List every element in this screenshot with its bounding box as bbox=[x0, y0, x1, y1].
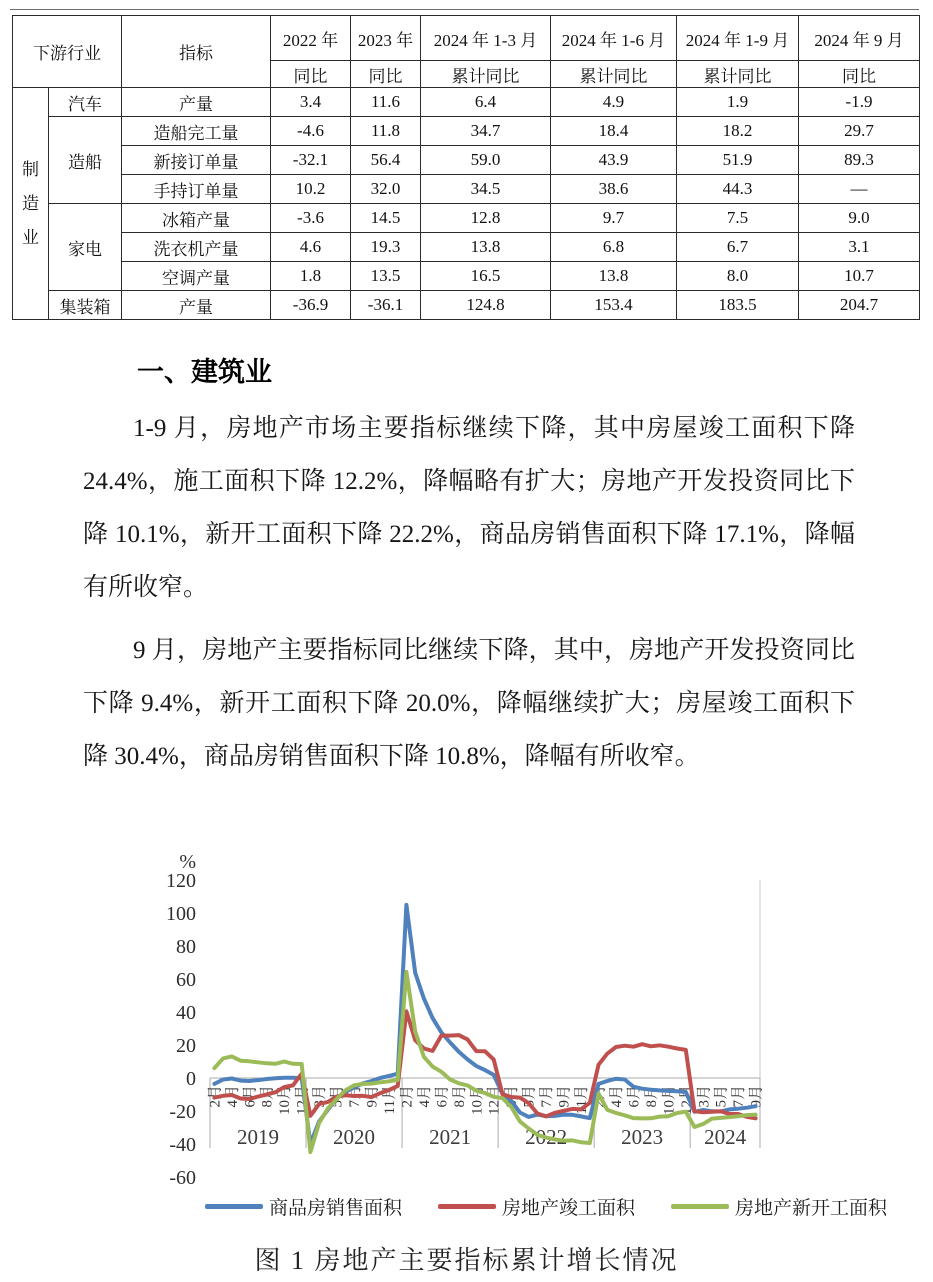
svg-text:80: 80 bbox=[176, 936, 196, 958]
svg-text:2022: 2022 bbox=[525, 1125, 568, 1149]
value-cell: 32.0 bbox=[351, 175, 421, 204]
legend-item-sales bbox=[205, 1193, 402, 1220]
legend-label: 房地产竣工面积 bbox=[502, 1197, 636, 1219]
table-row bbox=[13, 262, 920, 291]
series-房地产新开工面积 bbox=[214, 972, 755, 1152]
value-cell: 13.5 bbox=[351, 262, 421, 291]
line-chart bbox=[0, 848, 933, 1248]
svg-text:9月: 9月 bbox=[364, 1085, 381, 1108]
svg-text:%: % bbox=[179, 851, 196, 873]
svg-text:5月: 5月 bbox=[713, 1085, 730, 1108]
svg-text:-40: -40 bbox=[169, 1134, 196, 1156]
svg-text:-20: -20 bbox=[169, 1101, 196, 1123]
svg-text:4月: 4月 bbox=[608, 1085, 625, 1108]
legend-label: 商品房销售面积 bbox=[269, 1197, 403, 1219]
svg-text:11月: 11月 bbox=[381, 1085, 398, 1115]
svg-text:2月: 2月 bbox=[207, 1085, 224, 1108]
chart-canvas bbox=[0, 848, 933, 1248]
indicator-cell: 手持订单量 bbox=[122, 175, 271, 204]
value-cell: 6.8 bbox=[551, 233, 677, 262]
value-cell: 6.7 bbox=[677, 233, 799, 262]
svg-text:10月: 10月 bbox=[469, 1085, 486, 1116]
svg-text:120: 120 bbox=[166, 870, 196, 892]
value-cell: -4.6 bbox=[271, 117, 351, 146]
svg-text:12月: 12月 bbox=[678, 1085, 695, 1116]
svg-text:4月: 4月 bbox=[416, 1085, 433, 1108]
svg-text:5月: 5月 bbox=[521, 1085, 538, 1108]
value-cell: 18.4 bbox=[551, 117, 677, 146]
value-cell: 3.1 bbox=[799, 233, 920, 262]
header-sub-cell: 累计同比 bbox=[677, 61, 799, 88]
header-period-cell: 2024 年 1-6 月 bbox=[551, 16, 677, 61]
value-cell: 4.9 bbox=[551, 88, 677, 117]
industry-cell: 集装箱 bbox=[49, 291, 122, 320]
table-row bbox=[13, 233, 920, 262]
table-row bbox=[13, 291, 920, 320]
legend-line-sample-green bbox=[671, 1204, 729, 1209]
header-industry-cell: 下游行业 bbox=[13, 16, 122, 88]
header-period-cell: 2023 年 bbox=[351, 16, 421, 61]
value-cell: 11.6 bbox=[351, 88, 421, 117]
value-cell: 34.7 bbox=[421, 117, 551, 146]
svg-text:3月: 3月 bbox=[504, 1085, 521, 1108]
section-heading: 一、建筑业 bbox=[137, 357, 272, 387]
value-cell: 16.5 bbox=[421, 262, 551, 291]
value-cell: 4.6 bbox=[271, 233, 351, 262]
value-cell: 3.4 bbox=[271, 88, 351, 117]
header-sub-cell: 同比 bbox=[271, 61, 351, 88]
svg-text:40: 40 bbox=[176, 1002, 196, 1024]
indicator-cell: 产量 bbox=[122, 88, 271, 117]
value-cell: 44.3 bbox=[677, 175, 799, 204]
header-sub-cell: 同比 bbox=[799, 61, 920, 88]
legend-label: 房地产新开工面积 bbox=[735, 1197, 888, 1219]
paragraph-1: 1-9 月，房地产市场主要指标继续下降，其中房屋竣工面积下降 24.4%，施工面积下降 12.2%，降幅略有扩大；房地产开发投资同比下降 10.1%，新开工面积下降 22.2%，商品房销售面积下降 17.1%，降幅有所收窄。 bbox=[83, 415, 855, 601]
value-cell: -36.9 bbox=[271, 291, 351, 320]
paragraph-2: 9 月，房地产主要指标同比继续下降，其中，房地产开发投资同比下降 9.4%，新开工面积下降 20.0%，降幅继续扩大；房屋竣工面积下降 30.4%，商品房销售面积下降 10.8%，降幅有所收窄。 bbox=[83, 637, 855, 770]
legend-line-sample-red bbox=[438, 1204, 496, 1209]
svg-text:8月: 8月 bbox=[259, 1085, 276, 1108]
svg-text:9月: 9月 bbox=[556, 1085, 573, 1108]
table-row bbox=[13, 88, 920, 117]
value-cell: 59.0 bbox=[421, 146, 551, 175]
value-cell: 153.4 bbox=[551, 291, 677, 320]
chart-legend bbox=[205, 1193, 888, 1219]
y-axis-labels bbox=[166, 851, 196, 1189]
value-cell: 8.0 bbox=[677, 262, 799, 291]
indicator-cell: 冰箱产量 bbox=[122, 204, 271, 233]
svg-text:10月: 10月 bbox=[661, 1085, 678, 1116]
industry-cell: 家电 bbox=[49, 204, 122, 291]
industry-indicator-table bbox=[12, 15, 920, 320]
svg-text:3月: 3月 bbox=[696, 1085, 713, 1108]
value-cell: 124.8 bbox=[421, 291, 551, 320]
value-cell: 34.5 bbox=[421, 175, 551, 204]
svg-text:8月: 8月 bbox=[451, 1085, 468, 1108]
table-row bbox=[13, 146, 920, 175]
svg-text:2020: 2020 bbox=[333, 1125, 376, 1149]
group-cell-manufacturing bbox=[13, 88, 49, 320]
svg-text:2月: 2月 bbox=[399, 1085, 416, 1108]
svg-text:3月: 3月 bbox=[312, 1085, 329, 1108]
value-cell: 183.5 bbox=[677, 291, 799, 320]
svg-text:0: 0 bbox=[186, 1068, 196, 1090]
svg-text:4月: 4月 bbox=[224, 1085, 241, 1108]
value-cell: 10.7 bbox=[799, 262, 920, 291]
value-cell: 9.7 bbox=[551, 204, 677, 233]
value-cell: 13.8 bbox=[551, 262, 677, 291]
svg-text:5月: 5月 bbox=[329, 1085, 346, 1108]
value-cell: 56.4 bbox=[351, 146, 421, 175]
svg-text:2月: 2月 bbox=[591, 1085, 608, 1108]
header-period-cell: 2024 年 9 月 bbox=[799, 16, 920, 61]
header-sub-cell: 累计同比 bbox=[421, 61, 551, 88]
value-cell: 19.3 bbox=[351, 233, 421, 262]
svg-text:2023: 2023 bbox=[621, 1125, 664, 1149]
svg-text:7月: 7月 bbox=[731, 1085, 748, 1108]
legend-line-sample-blue bbox=[205, 1204, 263, 1209]
value-cell: -36.1 bbox=[351, 291, 421, 320]
value-cell: 29.7 bbox=[799, 117, 920, 146]
value-cell: 204.7 bbox=[799, 291, 920, 320]
svg-text:6月: 6月 bbox=[434, 1085, 451, 1108]
svg-text:9月: 9月 bbox=[748, 1085, 765, 1108]
svg-text:6月: 6月 bbox=[626, 1085, 643, 1108]
value-cell: -32.1 bbox=[271, 146, 351, 175]
svg-text:7月: 7月 bbox=[539, 1085, 556, 1108]
value-cell: 14.5 bbox=[351, 204, 421, 233]
value-cell: 7.5 bbox=[677, 204, 799, 233]
table-row bbox=[13, 175, 920, 204]
svg-text:10月: 10月 bbox=[277, 1085, 294, 1116]
indicator-cell: 洗衣机产量 bbox=[122, 233, 271, 262]
value-cell: 89.3 bbox=[799, 146, 920, 175]
value-cell: -3.6 bbox=[271, 204, 351, 233]
indicator-cell: 空调产量 bbox=[122, 262, 271, 291]
svg-text:8月: 8月 bbox=[643, 1085, 660, 1108]
value-cell: 9.0 bbox=[799, 204, 920, 233]
value-cell: 13.8 bbox=[421, 233, 551, 262]
svg-text:6月: 6月 bbox=[242, 1085, 259, 1108]
value-cell: 1.8 bbox=[271, 262, 351, 291]
svg-text:20: 20 bbox=[176, 1035, 196, 1057]
header-period-cell: 2024 年 1-3 月 bbox=[421, 16, 551, 61]
industry-cell: 造船 bbox=[49, 117, 122, 204]
legend-item-new-starts bbox=[671, 1193, 887, 1220]
table-row bbox=[13, 117, 920, 146]
svg-text:7月: 7月 bbox=[347, 1085, 364, 1108]
table-header-row-1 bbox=[13, 16, 920, 61]
header-sub-cell: 同比 bbox=[351, 61, 421, 88]
indicator-cell: 新接订单量 bbox=[122, 146, 271, 175]
table-row bbox=[13, 204, 920, 233]
svg-text:-60: -60 bbox=[169, 1167, 196, 1189]
legend-item-completed bbox=[438, 1193, 635, 1220]
svg-text:60: 60 bbox=[176, 969, 196, 991]
industry-cell: 汽车 bbox=[49, 88, 122, 117]
svg-text:11月: 11月 bbox=[574, 1085, 591, 1115]
svg-text:2019: 2019 bbox=[237, 1125, 280, 1149]
indicator-cell: 造船完工量 bbox=[122, 117, 271, 146]
value-cell: 38.6 bbox=[551, 175, 677, 204]
figure-caption: 图 1 房地产主要指标累计增长情况 bbox=[254, 1246, 679, 1275]
value-cell: 12.8 bbox=[421, 204, 551, 233]
svg-text:2021: 2021 bbox=[429, 1125, 472, 1149]
value-cell: 10.2 bbox=[271, 175, 351, 204]
value-cell: 1.9 bbox=[677, 88, 799, 117]
header-period-cell: 2022 年 bbox=[271, 16, 351, 61]
svg-text:2024: 2024 bbox=[704, 1125, 747, 1149]
header-sub-cell: 累计同比 bbox=[551, 61, 677, 88]
value-cell: — bbox=[799, 175, 920, 204]
value-cell: 11.8 bbox=[351, 117, 421, 146]
value-cell: 43.9 bbox=[551, 146, 677, 175]
previous-row-bottom-border bbox=[10, 9, 919, 10]
header-period-cell: 2024 年 1-9 月 bbox=[677, 16, 799, 61]
svg-text:100: 100 bbox=[166, 903, 196, 925]
value-cell: 18.2 bbox=[677, 117, 799, 146]
vertical-group-label: 制 造 业 bbox=[22, 160, 39, 247]
value-cell: 51.9 bbox=[677, 146, 799, 175]
svg-text:12月: 12月 bbox=[294, 1085, 311, 1116]
indicator-cell: 产量 bbox=[122, 291, 271, 320]
value-cell: 6.4 bbox=[421, 88, 551, 117]
header-indicator-cell: 指标 bbox=[122, 16, 271, 88]
svg-text:12月: 12月 bbox=[486, 1085, 503, 1116]
value-cell: -1.9 bbox=[799, 88, 920, 117]
